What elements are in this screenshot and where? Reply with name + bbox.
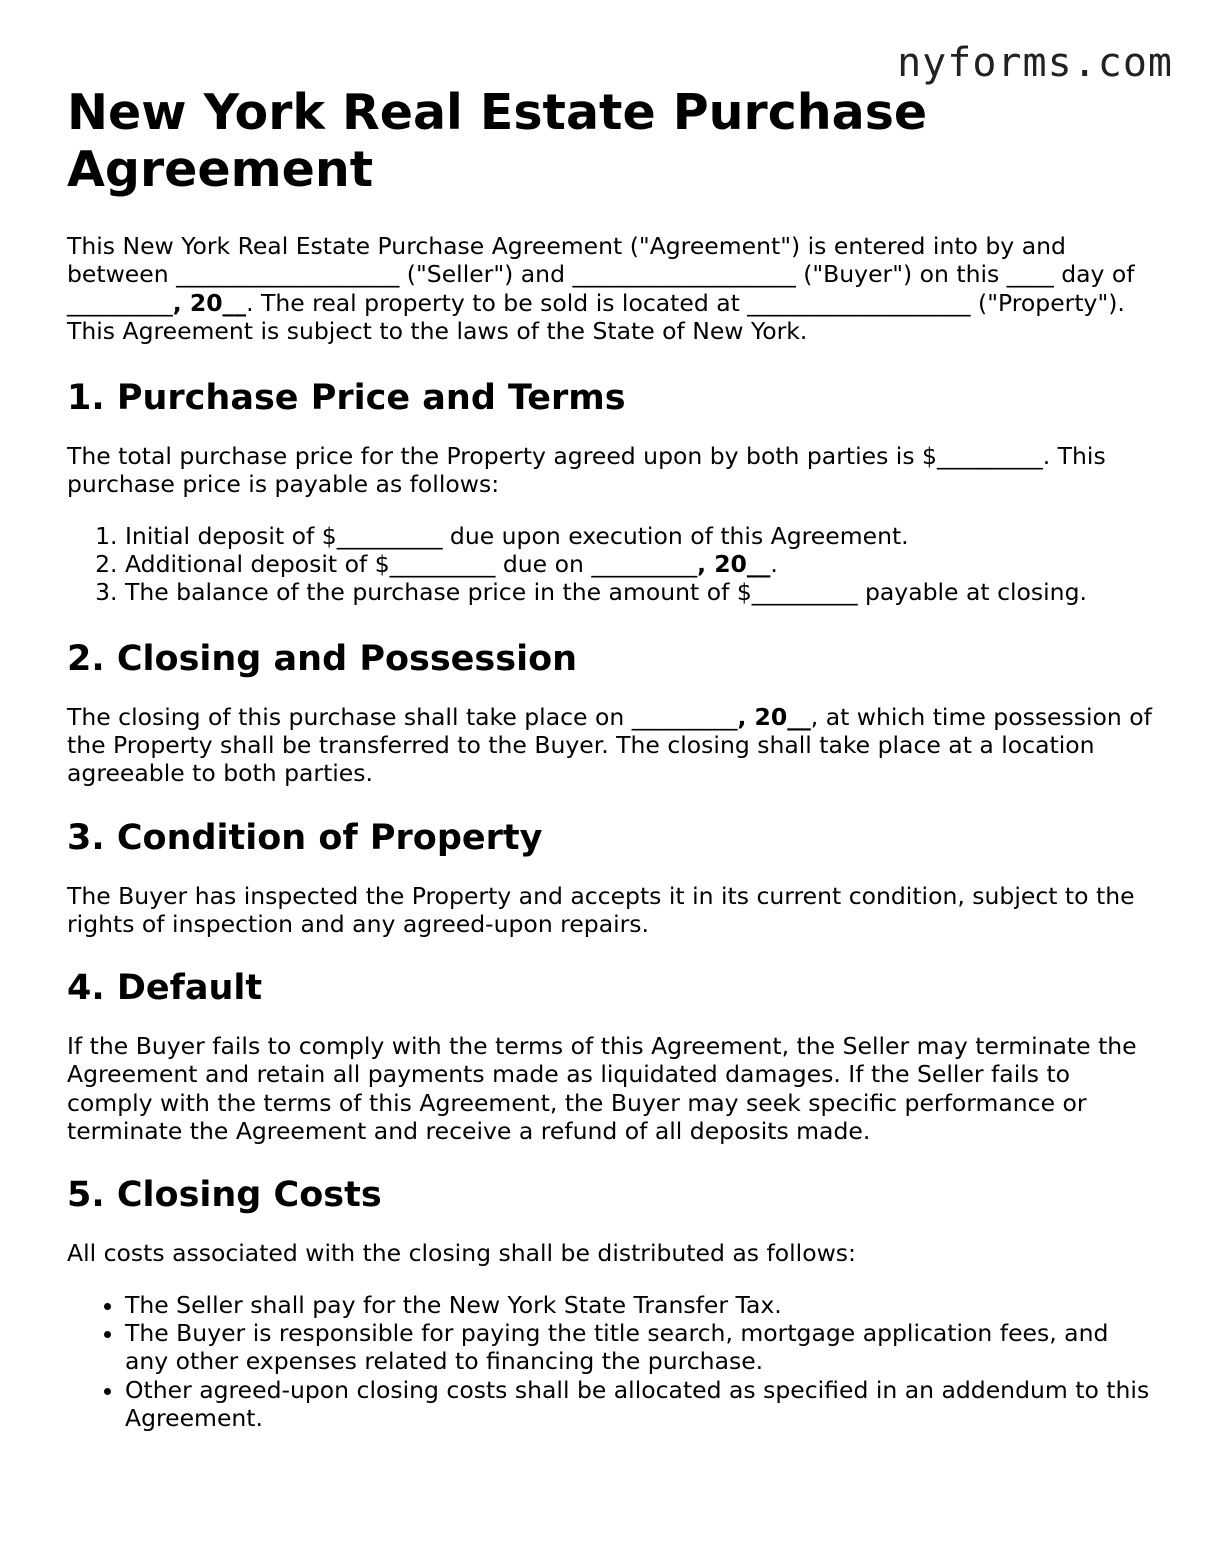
intro-text-2: . The real property to be sold is located at ___________________ ("Property"). This Agreement is subject to the laws of the State of New York. — [67, 288, 1125, 345]
section-2-year-blank: , 20__ — [737, 702, 811, 731]
payment-terms-list — [67, 522, 1152, 607]
section-2-text-a: The closing of this purchase shall take place on _________ — [67, 702, 738, 731]
list-item — [125, 550, 1152, 578]
item-text: Additional deposit of $_________ due on _________ — [125, 550, 698, 579]
item-text-end: . — [770, 550, 778, 579]
section-5-title: 5. Closing Costs — [67, 1175, 382, 1216]
list-item: • Other agreed-upon closing costs shall be allocated as specified in an addendum to this Agreement. — [125, 1376, 1152, 1433]
list-item: 3. The balance of the purchase price in the amount of $_________ payable at closing. — [125, 578, 1152, 606]
section-1-title: 1. Purchase Price and Terms — [67, 378, 626, 419]
section-2-title: 2. Closing and Possession — [67, 638, 578, 679]
list-item: • The Seller shall pay for the New York State Transfer Tax. — [125, 1291, 1152, 1319]
section-4-title: 4. Default — [67, 968, 263, 1009]
closing-costs-list — [67, 1291, 1152, 1432]
section-2-text — [67, 703, 1152, 788]
document-title: New York Real Estate Purchase Agreement — [67, 84, 928, 198]
item-year-blank: , 20__ — [697, 550, 771, 579]
site-watermark: nyforms.com — [897, 40, 1173, 86]
list-item: 1. Initial deposit of $_________ due upon execution of this Agreement. — [125, 522, 1152, 550]
section-4-text: If the Buyer fails to comply with the terms of this Agreement, the Seller may terminate the Agreement and retain all payments made as liquidated damages. If the Seller fails to comply with the terms of this Agreement, the Buyer may seek specific performance or terminate the Agreement and receive a refund of all deposits made. — [67, 1032, 1137, 1146]
document-page — [67, 84, 1152, 1464]
section-2-text-c: , at which time possession of the Property shall be transferred to the Buyer. The closing shall take place at a location agreeable to both parties. — [67, 702, 1152, 788]
intro-paragraph — [67, 232, 1152, 345]
section-5-text: All costs associated with the closing shall be distributed as follows: — [67, 1239, 856, 1268]
intro-year-blank: , 20__ — [172, 288, 247, 317]
section-1-text: The total purchase price for the Property agreed upon by both parties is $_________. This purchase price is payable as follows: — [67, 442, 1106, 499]
section-3-title: 3. Condition of Property — [67, 817, 543, 858]
section-3-text: The Buyer has inspected the Property and accepts it in its current condition, subject to the rights of inspection and any agreed-upon repairs. — [67, 881, 1135, 938]
intro-text-1: This New York Real Estate Purchase Agreement ("Agreement") is entered into by and between ___________________ ("Seller") and ___________________ ("Buyer") on this ____ day of _________ — [67, 232, 1135, 317]
list-item: • The Buyer is responsible for paying the title search, mortgage application fees, and any other expenses related to financing the purchase. — [125, 1319, 1152, 1376]
